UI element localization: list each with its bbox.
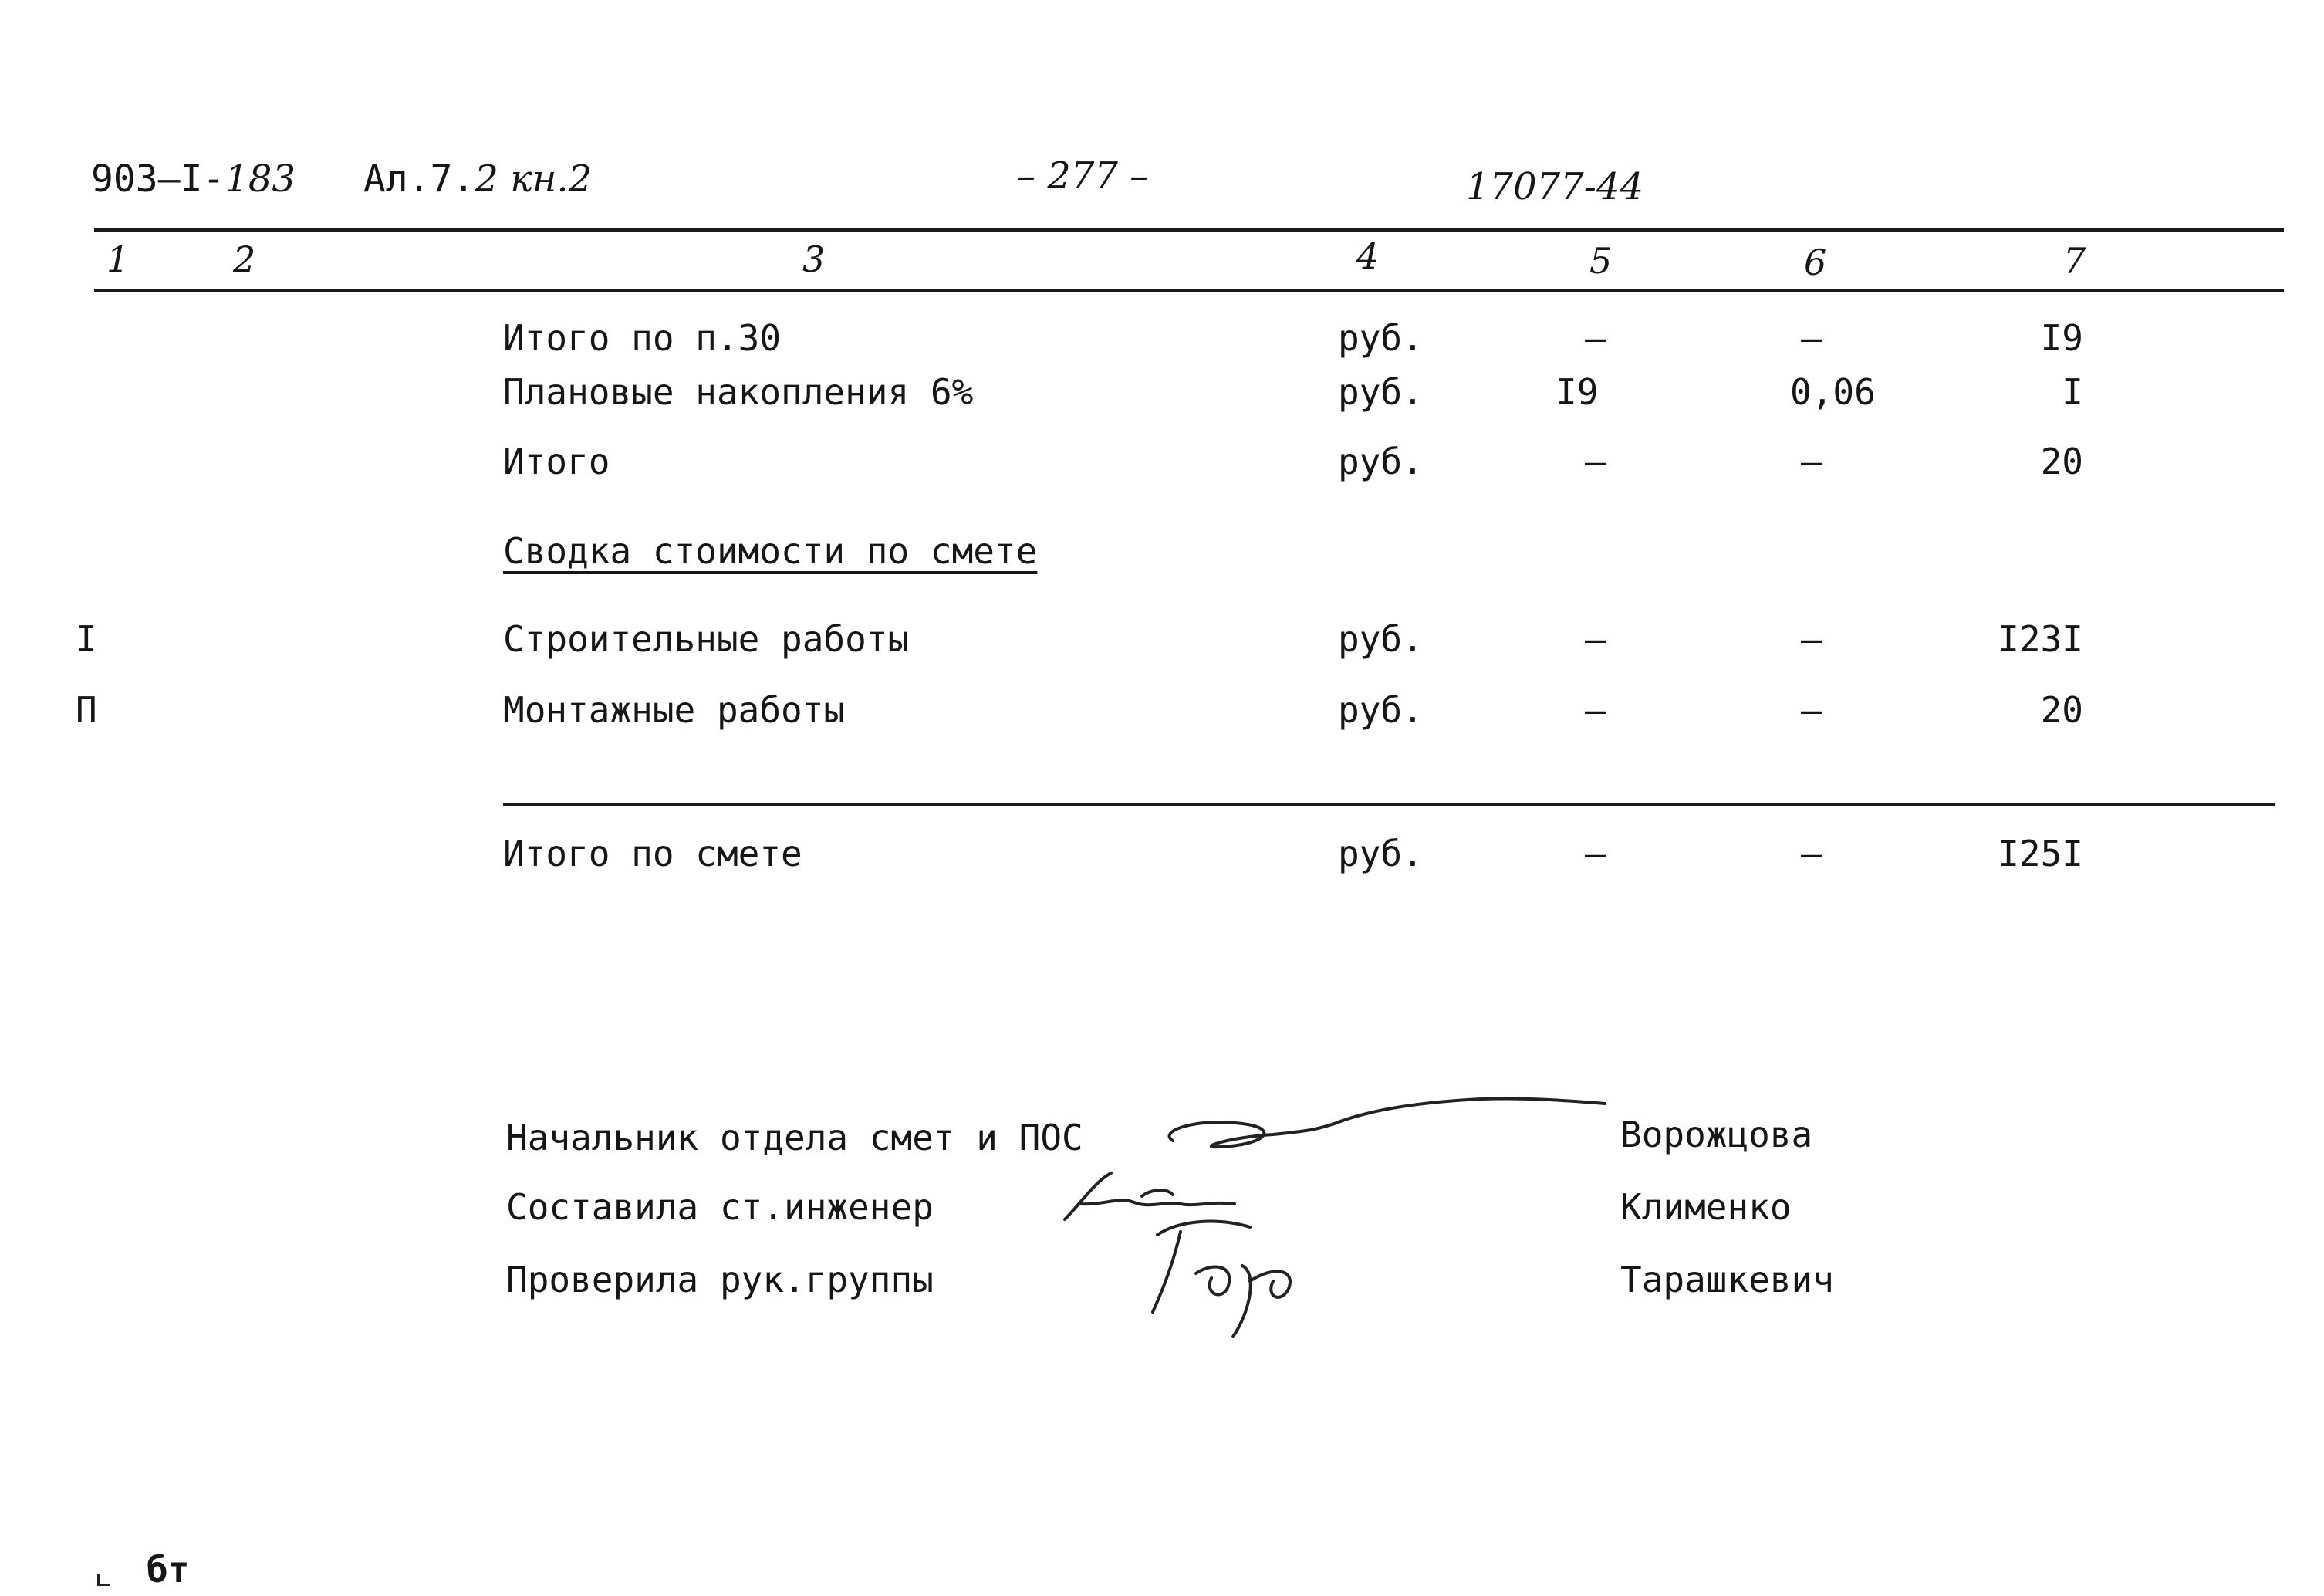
row-4-c6: –: [1801, 618, 1822, 660]
col-num-3: 3: [802, 238, 826, 280]
row-1-c7: I9: [2040, 317, 2083, 359]
col-num-7: 7: [2063, 240, 2086, 282]
row-3-c6: –: [1801, 441, 1822, 482]
col-num-1: 1: [106, 238, 130, 280]
doc-code-prefix: 903–I-: [91, 157, 225, 201]
row-3-name: Итого: [503, 441, 610, 482]
footer-corner-mark: [97, 1574, 110, 1586]
row-1-name: Итого по п.30: [503, 317, 782, 359]
row-2-unit: руб.: [1338, 371, 1424, 413]
page-number: – 277 –: [1017, 154, 1149, 198]
row-3-unit: руб.: [1338, 441, 1424, 482]
total-unit: руб.: [1338, 833, 1424, 874]
signature-name-3: Тарашкевич: [1620, 1259, 1834, 1300]
row-5-c7: 20: [2040, 689, 2083, 731]
row-5-unit: руб.: [1338, 689, 1424, 731]
row-1-c6: –: [1801, 317, 1822, 359]
row-3-c7: 20: [2040, 441, 2083, 482]
album-hand: 2 кн.2: [475, 157, 593, 201]
row-1-c5: –: [1585, 317, 1606, 359]
total-c6: –: [1801, 833, 1822, 874]
signature-role-2: Составила ст.инженер: [506, 1186, 934, 1228]
signature-name-1: Ворожцова: [1620, 1114, 1813, 1155]
total-rule: [503, 803, 2275, 806]
doc-code: [91, 156, 592, 202]
row-3-c5: –: [1585, 441, 1606, 482]
row-4-c1: I: [76, 618, 97, 660]
row-2-name: Плановые накопления 6%: [503, 371, 974, 413]
handwritten-signature-3: [1127, 1204, 1312, 1343]
row-2-c5: I9: [1556, 371, 1599, 413]
album-prefix: Ал.7.: [363, 157, 475, 201]
doc-code-hand: 183: [225, 157, 296, 201]
signature-name-2: Клименко: [1620, 1186, 1792, 1228]
header-rule-top: [94, 228, 2284, 232]
col-num-6: 6: [1804, 242, 1827, 283]
row-5-c5: –: [1585, 689, 1606, 731]
row-2-c7: I: [2062, 371, 2083, 413]
signature-role-3: Проверила рук.группы: [506, 1259, 934, 1300]
row-1-unit: руб.: [1338, 317, 1424, 359]
footer-mark: бт: [147, 1549, 190, 1591]
row-5-c1: П: [76, 689, 97, 731]
row-2-c6: 0,06: [1790, 371, 1876, 413]
row-4-name: Строительные работы: [503, 618, 910, 660]
row-5-name: Монтажные работы: [503, 689, 846, 731]
row-4-unit: руб.: [1338, 618, 1424, 660]
row-4-c5: –: [1585, 618, 1606, 660]
row-5-c6: –: [1801, 689, 1822, 731]
total-c7: I25I: [1998, 833, 2083, 874]
doc-number: 17077-44: [1466, 165, 1643, 208]
col-num-2: 2: [233, 238, 256, 280]
col-num-5: 5: [1589, 240, 1613, 282]
total-name: Итого по смете: [503, 833, 802, 874]
header-rule-bottom: [94, 289, 2284, 292]
section-title: Сводка стоимости по смете: [503, 530, 1038, 572]
row-4-c7: I23I: [1998, 618, 2083, 660]
total-c5: –: [1585, 833, 1606, 874]
col-num-4: 4: [1356, 235, 1380, 277]
signature-role-1: Начальник отдела смет и ПОС: [506, 1117, 1083, 1158]
